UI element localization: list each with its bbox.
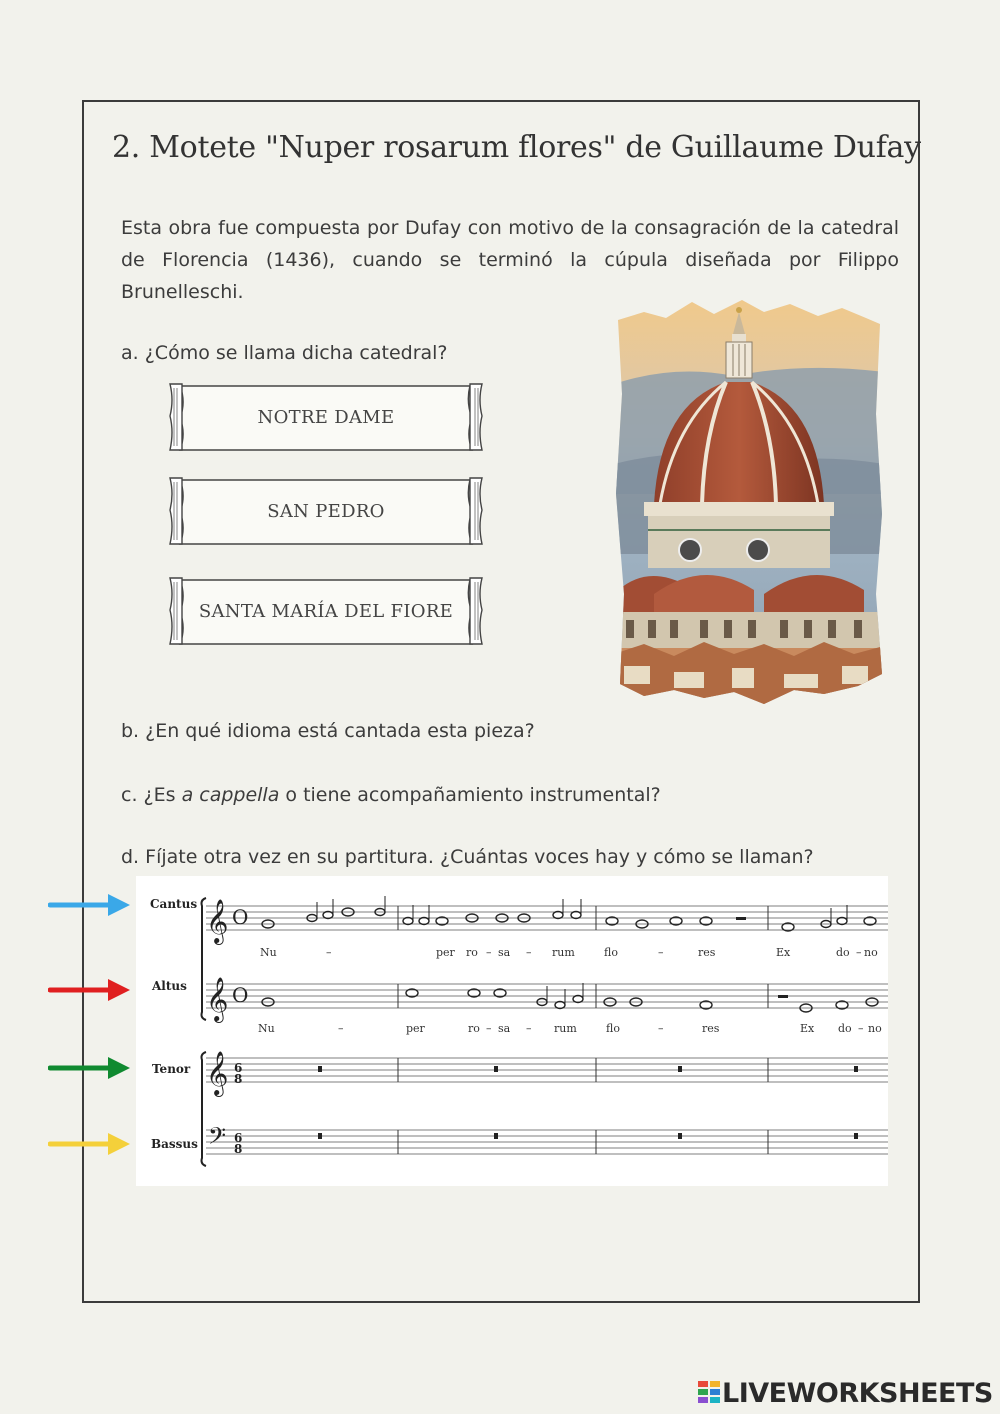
svg-text:–: – [658, 946, 664, 959]
svg-text:Ex: Ex [800, 1022, 815, 1035]
option-label: NOTRE DAME [257, 406, 395, 428]
notes-cantus [262, 908, 876, 931]
svg-text:–: – [526, 946, 532, 959]
svg-text:–: – [326, 946, 332, 959]
notes-altus [262, 989, 878, 1012]
question-c [121, 784, 661, 806]
treble-clef-icon: 𝄞 [206, 899, 229, 943]
svg-text:–: – [858, 1022, 864, 1035]
svg-text:Ex: Ex [776, 946, 791, 959]
staff-cantus [206, 906, 888, 930]
option-san-pedro[interactable] [168, 476, 484, 546]
svg-text:per: per [436, 946, 455, 959]
liveworksheets-logo [698, 1378, 993, 1409]
meter-numerator: 6 [234, 1131, 243, 1145]
svg-text:res: res [698, 946, 716, 959]
svg-text:–: – [856, 946, 862, 959]
lyrics-altus [258, 1022, 882, 1035]
meter-circle-icon: O [232, 983, 249, 1007]
svg-text:sa: sa [498, 1022, 511, 1035]
meter-denominator: 8 [234, 1072, 243, 1086]
meter-numerator: 6 [234, 1061, 243, 1075]
staff-bassus [206, 1130, 888, 1154]
voice-label-bassus: Bassus [151, 1137, 198, 1151]
svg-text:ro: ro [466, 946, 478, 959]
red-arrow-icon [48, 977, 132, 1003]
voice-label-altus: Altus [152, 979, 187, 993]
question-b: b. ¿En qué idioma está cantada esta pieza? [121, 720, 535, 742]
question-c-text: c. ¿Es [121, 784, 182, 806]
svg-text:Nu: Nu [258, 1022, 275, 1035]
music-score [136, 876, 888, 1186]
option-notre-dame[interactable] [168, 382, 484, 452]
staff-lines [206, 906, 888, 1154]
meter-circle-icon: O [232, 905, 249, 929]
svg-text:–: – [526, 1022, 532, 1035]
clefs [206, 899, 248, 1156]
svg-text:flo: flo [606, 1022, 620, 1035]
svg-text:rum: rum [552, 946, 575, 959]
yellow-arrow-icon [48, 1131, 132, 1157]
florence-cathedral-photo [614, 294, 884, 704]
svg-text:ro: ro [468, 1022, 480, 1035]
lyrics-cantus [260, 946, 878, 959]
staff-tenor [206, 1058, 888, 1082]
svg-text:sa: sa [498, 946, 511, 959]
option-label: SAN PEDRO [267, 500, 385, 522]
treble-clef-icon: 𝄞 [206, 977, 229, 1021]
svg-text:–: – [486, 1022, 492, 1035]
svg-text:flo: flo [604, 946, 618, 959]
svg-text:per: per [406, 1022, 425, 1035]
option-label: SANTA MARÍA DEL FIORE [198, 600, 454, 622]
svg-text:–: – [338, 1022, 344, 1035]
logo-wordmark: LIVEWORKSHEETS [722, 1378, 993, 1409]
logo-mark-icon [698, 1381, 722, 1407]
question-c-italic: a cappella [181, 784, 280, 806]
bass-clef-icon: 𝄢 [208, 1122, 227, 1155]
svg-text:no: no [864, 946, 878, 959]
meter-denominator: 8 [234, 1142, 243, 1156]
svg-text:–: – [486, 946, 492, 959]
option-santa-maria-del-fiore[interactable] [168, 576, 484, 646]
voice-label-cantus: Cantus [150, 897, 198, 911]
svg-text:–: – [658, 1022, 664, 1035]
rest-icon [778, 995, 788, 998]
whole-rests [318, 1066, 858, 1139]
question-a: a. ¿Cómo se llama dicha catedral? [121, 342, 448, 364]
intro-paragraph: Esta obra fue compuesta por Dufay con motivo de la consagración de la catedral de Florencia (1436), cuando se terminó la cúpula diseñada por Filippo Brunelleschi. [121, 217, 899, 303]
svg-text:Nu: Nu [260, 946, 277, 959]
green-arrow-icon [48, 1055, 132, 1081]
question-c-text-end: o tiene acompañamiento instrumental? [279, 784, 661, 806]
page-title: 2. Motete "Nuper rosarum flores" de Guillaume Dufay [112, 130, 921, 165]
svg-text:do: do [836, 946, 850, 959]
svg-text:res: res [702, 1022, 720, 1035]
svg-text:do: do [838, 1022, 852, 1035]
treble-clef-icon: 𝄞 [206, 1051, 229, 1095]
blue-arrow-icon [48, 892, 132, 918]
svg-text:rum: rum [554, 1022, 577, 1035]
rest-icon [736, 917, 746, 920]
question-d: d. Fíjate otra vez en su partitura. ¿Cuántas voces hay y cómo se llaman? [121, 846, 814, 868]
voice-label-tenor: Tenor [152, 1062, 191, 1076]
svg-text:no: no [868, 1022, 882, 1035]
